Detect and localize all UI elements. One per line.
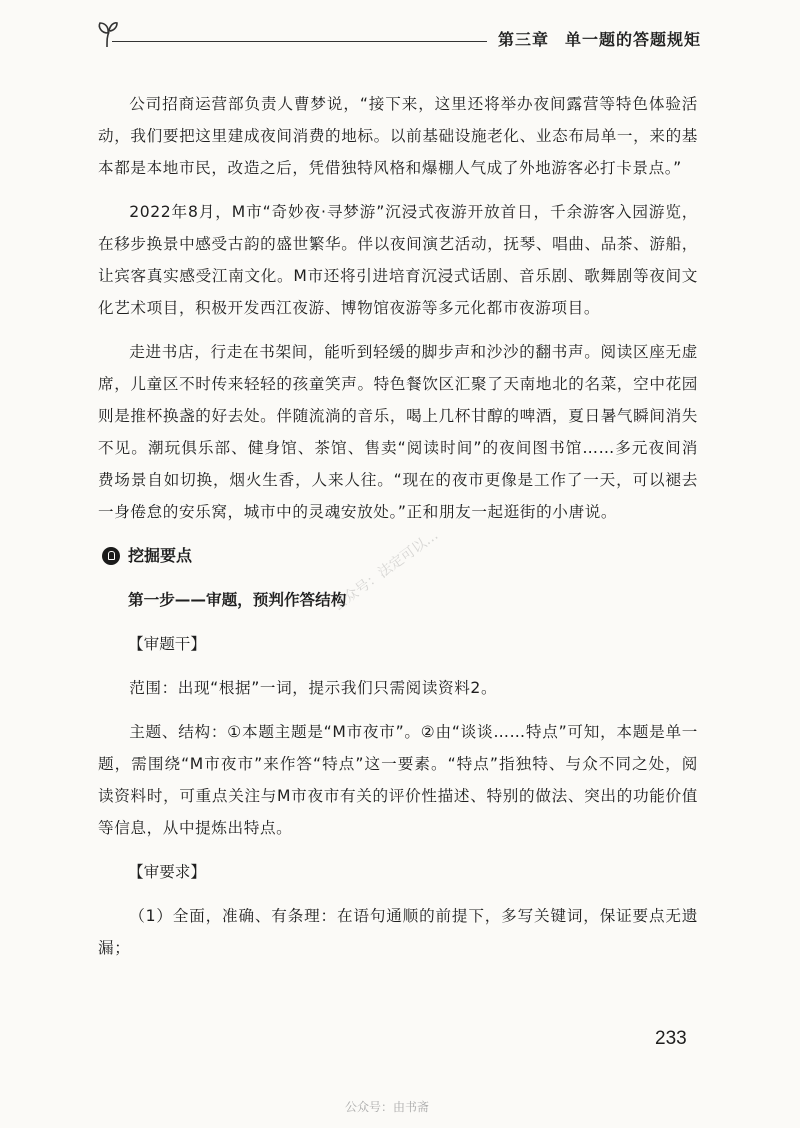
paragraph-quote: 公司招商运营部负责人曹梦说，“接下来，这里还将举办夜间露营等特色体验活动，我们要把这里建成夜间消费的地标。以前基础设施老化、业态布局单一，来的基本都是本地市民，改造之后，凭借独特风格和爆棚人气成了外地游客必打卡景点。” xyxy=(98,95,698,177)
sprout-icon xyxy=(95,14,119,48)
lightbulb-icon xyxy=(102,547,120,565)
chapter-label: 第三章 xyxy=(498,30,550,49)
chapter-title: 单一题的答题规矩 xyxy=(565,30,702,49)
header-rule xyxy=(112,41,487,42)
requirement-label: 【审要求】 xyxy=(128,863,206,881)
step-title: 第一步——审题，预判作答结构 xyxy=(128,591,347,609)
theme-structure-text: 主题、结构：①本题主题是“M市夜市”。②由“谈谈……特点”可知，本题是单一题，需围绕“M市夜市”来作答“特点”这一要素。“特点”指独特、与众不同之处，阅读资料时，可重点关注与M市夜市有关的评价性描述、特别的做法、突出的功能价值等信息，从中提炼出特点。 xyxy=(98,723,698,837)
requirement-item-1: （1）全面，准确、有条理：在语句通顺的前提下，多写关键词，保证要点无遗漏； xyxy=(98,907,698,957)
paragraph-bookstore: 走进书店，行走在书架间，能听到轻缓的脚步声和沙沙的翻书声。阅读区座无虚席，儿童区不时传来轻轻的孩童笑声。特色餐饮区汇聚了天南地北的名菜，空中花园则是推杯换盏的好去处。伴随流淌的音乐，喝上几杯甘醇的啤酒，夏日暑气瞬间消失不见。潮玩俱乐部、健身馆、茶馆、售卖“阅读时间”的夜间图书馆……多元夜间消费场景自如切换，烟火生香，人来人往。“现在的夜市更像是工作了一天，可以褪去一身倦怠的安乐窝，城市中的灵魂安放处。”正和朋友一起逛街的小唐说。 xyxy=(98,343,698,521)
watermark: 公众号：法定可以… xyxy=(329,527,442,615)
paragraph-night-tour: 2022年8月，M市“奇妙夜·寻梦游”沉浸式夜游开放首日，千余游客入园游览，在移步换景中感受古韵的盛世繁华。伴以夜间演艺活动，抚琴、唱曲、品茶、游船，让宾客真实感受江南文化。M市还将引进培育沉浸式话剧、音乐剧、歌舞剧等夜间文化艺术项目，积极开发西江夜游、博物馆夜游等多元化都市夜游项目。 xyxy=(98,203,698,317)
footer-watermark: 公众号：由书斋 xyxy=(345,1100,430,1114)
scope-text: 范围：出现“根据”一词，提示我们只需阅读资料2。 xyxy=(129,679,498,697)
page-content xyxy=(98,88,698,964)
stem-label: 【审题干】 xyxy=(128,635,206,653)
page-number: 233 xyxy=(655,1028,687,1049)
section-heading-text: 挖掘要点 xyxy=(128,546,193,565)
running-header xyxy=(498,27,701,50)
